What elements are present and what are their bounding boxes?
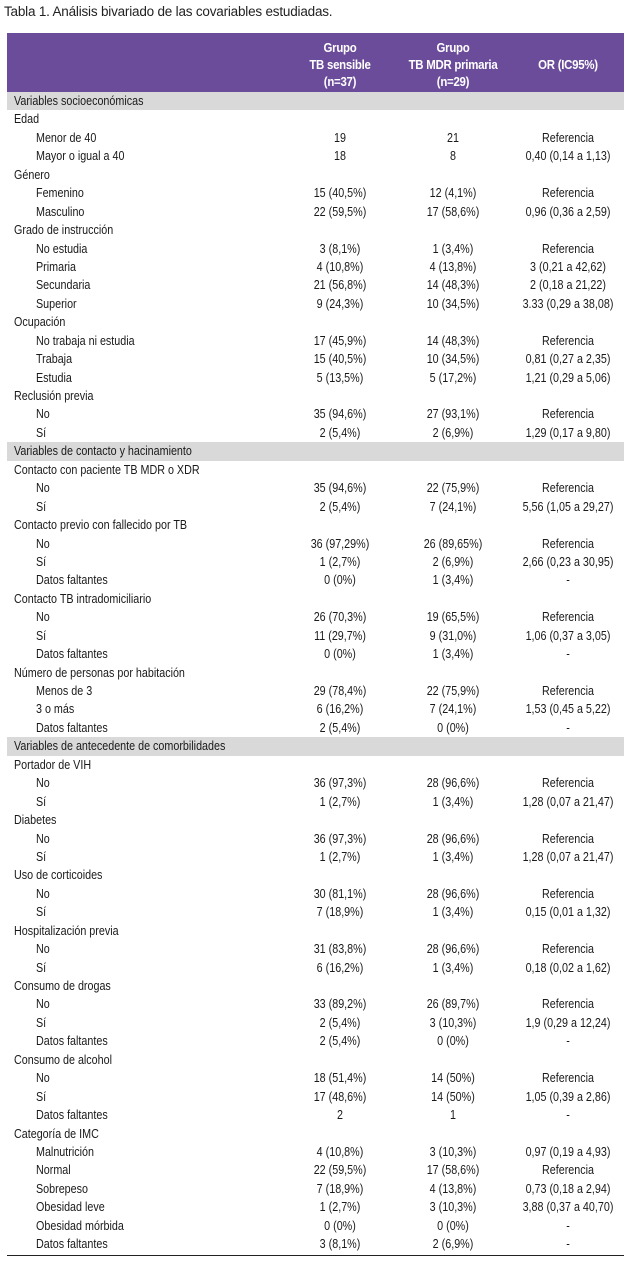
row-label: Uso de corticoides (14, 868, 103, 883)
value-or-ic95: 1,29 (0,17 a 9,80) (525, 425, 611, 440)
value-or-ic95: - (566, 720, 570, 735)
value-tb-mdr: 10 (34,5%) (426, 296, 480, 311)
value-tb-sensible: 2 (5,4%) (319, 720, 361, 735)
value-tb-sensible: 0 (0%) (324, 1218, 356, 1233)
group-row (7, 1051, 624, 1069)
bivariate-table (7, 33, 624, 1256)
value-tb-mdr: 17 (58,6%) (426, 1163, 480, 1178)
value-tb-sensible: 3 (8,1%) (319, 241, 361, 256)
value-tb-mdr: 2 (6,9%) (432, 554, 474, 569)
table-bottom-rule (7, 1255, 624, 1256)
value-or-ic95: 0,40 (0,14 a 1,13) (525, 149, 611, 164)
value-or-ic95: 1,28 (0,07 a 21,47) (522, 794, 614, 809)
row-label: No (36, 536, 50, 551)
value-or-ic95: Referencia (541, 130, 594, 145)
table-row (7, 479, 624, 497)
table-row (7, 240, 624, 258)
row-label: Diabetes (14, 813, 57, 828)
group-row (7, 313, 624, 331)
value-tb-mdr: 22 (75,9%) (426, 481, 480, 496)
group-row (7, 221, 624, 239)
row-label: Sí (36, 1089, 47, 1104)
value-tb-mdr: 1 (3,4%) (432, 573, 474, 588)
group-row (7, 811, 624, 829)
row-label: Menos de 3 (36, 684, 93, 698)
row-label: Consumo de drogas (14, 979, 111, 993)
value-or-ic95: 0,73 (0,18 a 2,94) (525, 1181, 611, 1196)
table-row (7, 903, 624, 921)
row-label: Sí (36, 960, 47, 975)
value-or-ic95: 0,97 (0,19 a 4,93) (525, 1144, 611, 1159)
value-or-ic95: 0,15 (0,01 a 1,32) (525, 905, 611, 920)
section-row (7, 442, 624, 460)
value-tb-sensible: 21 (56,8%) (313, 278, 367, 293)
value-tb-mdr: 14 (48,3%) (426, 278, 480, 293)
value-tb-sensible: 11 (29,7%) (314, 628, 366, 643)
value-or-ic95: - (566, 647, 570, 662)
row-label: Primaria (36, 259, 77, 274)
value-tb-mdr: 1 (3,4%) (432, 794, 474, 809)
row-label: No (36, 1071, 50, 1086)
value-tb-sensible: 4 (10,8%) (316, 1144, 364, 1159)
row-label: Hospitalización previa (14, 923, 119, 938)
row-label: Masculino (36, 204, 85, 219)
group-row (7, 387, 624, 405)
row-label: Mayor o igual a 40 (36, 149, 125, 164)
value-tb-mdr: 0 (0%) (437, 1034, 469, 1049)
group-row (7, 461, 624, 479)
table-row (7, 147, 624, 165)
value-tb-mdr: 2 (6,9%) (432, 425, 474, 440)
table-row (7, 184, 624, 202)
row-label: Femenino (36, 186, 84, 201)
table-header (7, 33, 624, 92)
value-or-ic95: - (566, 1237, 570, 1252)
table-row (7, 1032, 624, 1050)
table-row (7, 424, 624, 442)
value-tb-sensible: 2 (5,4%) (319, 499, 361, 514)
group-row (7, 590, 624, 608)
table-row (7, 1069, 624, 1087)
table-row (7, 627, 624, 645)
row-label: No trabaja ni estudia (36, 333, 135, 348)
value-tb-sensible: 3 (8,1%) (319, 1237, 361, 1252)
value-tb-sensible: 36 (97,3%) (313, 776, 367, 791)
table-row (7, 959, 624, 977)
value-tb-mdr: 17 (58,6%) (426, 204, 480, 219)
value-tb-sensible: 1 (2,7%) (319, 1200, 361, 1215)
group-row (7, 1125, 624, 1143)
value-or-ic95: 1,9 (0,29 a 12,24) (525, 1015, 611, 1030)
row-label: Superior (36, 296, 77, 311)
value-or-ic95: 0,18 (0,02 a 1,62) (525, 960, 611, 975)
row-label: Obesidad mórbida (36, 1218, 124, 1233)
value-tb-sensible: 0 (0%) (324, 647, 356, 662)
row-label: Sobrepeso (36, 1181, 89, 1196)
table-row (7, 369, 624, 387)
value-tb-sensible: 17 (48,6%) (313, 1089, 367, 1104)
value-or-ic95: 5,56 (1,05 a 29,27) (522, 499, 614, 514)
header-line: Grupo (323, 40, 357, 55)
value-tb-mdr: 1 (3,4%) (432, 905, 474, 920)
value-or-ic95: 1,05 (0,39 a 2,86) (525, 1089, 611, 1104)
table-row (7, 1235, 624, 1253)
value-tb-mdr: 1 (3,4%) (432, 241, 474, 256)
table-row (7, 203, 624, 221)
value-or-ic95: 0,81 (0,27 a 2,35) (525, 352, 611, 367)
value-or-ic95: - (566, 1108, 570, 1123)
table-row (7, 885, 624, 903)
value-tb-mdr: 4 (13,8%) (429, 259, 477, 274)
section-row (7, 737, 624, 755)
row-label: No (36, 481, 50, 496)
value-tb-sensible: 15 (40,5%) (313, 352, 367, 367)
value-tb-mdr: 3 (10,3%) (429, 1200, 477, 1215)
value-tb-sensible: 17 (45,9%) (313, 333, 367, 348)
group-row (7, 166, 624, 184)
row-label: No (36, 407, 50, 422)
value-or-ic95: Referencia (541, 886, 594, 901)
row-label: No estudia (36, 241, 88, 256)
header-line: Grupo (436, 40, 470, 55)
row-label: Grado de instrucción (14, 223, 114, 238)
row-label: Sí (36, 425, 47, 440)
value-tb-mdr: 1 (3,4%) (432, 960, 474, 975)
row-label: No (36, 886, 50, 901)
value-tb-sensible: 30 (81,1%) (313, 886, 367, 901)
value-tb-sensible: 1 (2,7%) (319, 849, 361, 864)
group-row (7, 866, 624, 884)
value-tb-sensible: 19 (334, 130, 346, 145)
table-row (7, 258, 624, 276)
value-or-ic95: Referencia (541, 241, 594, 256)
row-label: Sí (36, 554, 47, 569)
value-tb-sensible: 36 (97,29%) (310, 536, 370, 551)
value-tb-mdr: 26 (89,7%) (426, 997, 480, 1012)
row-label: Secundaria (36, 278, 91, 293)
value-tb-mdr: 22 (75,9%) (426, 684, 480, 698)
table-row (7, 1106, 624, 1124)
value-or-ic95: Referencia (541, 1071, 594, 1086)
row-label: Datos faltantes (36, 1034, 108, 1049)
header-group-tb-mdr (400, 39, 506, 90)
value-tb-sensible: 22 (59,5%) (313, 204, 367, 219)
value-tb-mdr: 10 (34,5%) (426, 352, 480, 367)
value-tb-sensible: 36 (97,3%) (313, 831, 367, 846)
row-label: Obesidad leve (36, 1200, 105, 1215)
table-row (7, 1088, 624, 1106)
row-label: Portador de VIH (14, 757, 92, 772)
table-row (7, 1217, 624, 1235)
row-label: Contacto con paciente TB MDR o XDR (14, 462, 200, 477)
value-or-ic95: - (566, 1034, 570, 1049)
table-row (7, 719, 624, 737)
value-tb-mdr: 1 (450, 1108, 456, 1123)
value-or-ic95: Referencia (541, 186, 594, 201)
value-tb-mdr: 2 (6,9%) (432, 1237, 474, 1252)
value-or-ic95: 2,66 (0,23 a 30,95) (522, 554, 614, 569)
row-label: Contacto previo con fallecido por TB (14, 518, 188, 533)
value-tb-sensible: 2 (5,4%) (319, 1015, 361, 1030)
value-tb-sensible: 1 (2,7%) (319, 794, 361, 809)
row-label: Datos faltantes (36, 1237, 108, 1252)
value-or-ic95: - (566, 573, 570, 588)
table-row (7, 830, 624, 848)
value-or-ic95: 3,88 (0,37 a 40,70) (522, 1200, 614, 1215)
row-label: Sí (36, 1015, 47, 1030)
value-tb-mdr: 7 (24,1%) (429, 702, 477, 717)
value-tb-sensible: 18 (334, 149, 346, 164)
header-line: (n=29) (436, 74, 470, 89)
row-label: 3 o más (36, 702, 75, 717)
value-tb-mdr: 26 (89,65%) (423, 536, 483, 551)
value-or-ic95: Referencia (541, 831, 594, 846)
row-label: Datos faltantes (36, 647, 108, 662)
table-row (7, 940, 624, 958)
row-label: Edad (14, 112, 40, 127)
value-tb-sensible: 4 (10,8%) (316, 259, 364, 274)
table-row (7, 571, 624, 589)
table-row (7, 1143, 624, 1161)
table-row (7, 608, 624, 626)
row-label: Variables de contacto y hacinamiento (14, 444, 192, 459)
value-tb-sensible: 33 (89,2%) (313, 997, 367, 1012)
row-label: No (36, 942, 50, 957)
value-or-ic95: 2 (0,18 a 21,22) (530, 278, 606, 293)
table-row (7, 645, 624, 663)
group-row (7, 664, 624, 682)
value-or-ic95: Referencia (541, 481, 594, 496)
value-tb-sensible: 35 (94,6%) (313, 481, 367, 496)
value-tb-mdr: 12 (4,1%) (429, 186, 477, 201)
table-row (7, 498, 624, 516)
row-label: Datos faltantes (36, 720, 108, 735)
row-label: Sí (36, 905, 47, 920)
row-label: Variables de antecedente de comorbilidades (14, 739, 226, 754)
header-line: TB sensible (309, 57, 371, 72)
table-row (7, 793, 624, 811)
value-or-ic95: Referencia (541, 776, 594, 791)
value-tb-mdr: 1 (3,4%) (432, 849, 474, 864)
group-row (7, 516, 624, 534)
header-line: TB MDR primaria (408, 57, 498, 72)
header-line: (n=37) (323, 74, 357, 89)
table-row (7, 276, 624, 294)
value-tb-mdr: 14 (50%) (431, 1071, 475, 1086)
table-body (7, 92, 624, 1254)
table-row (7, 405, 624, 423)
value-tb-mdr: 28 (96,6%) (426, 776, 480, 791)
row-label: Sí (36, 794, 47, 809)
value-or-ic95: Referencia (541, 610, 594, 625)
table-row (7, 350, 624, 368)
table-row (7, 1198, 624, 1216)
group-row (7, 756, 624, 774)
value-tb-mdr: 5 (17,2%) (429, 370, 477, 385)
row-label: Normal (36, 1163, 71, 1178)
value-tb-mdr: 28 (96,6%) (426, 942, 480, 957)
value-or-ic95: 3.33 (0,29 a 38,08) (522, 296, 614, 311)
value-tb-mdr: 1 (3,4%) (432, 647, 474, 662)
value-or-ic95: - (566, 1218, 570, 1233)
row-label: Categoría de IMC (14, 1126, 99, 1141)
table-row (7, 129, 624, 147)
value-tb-mdr: 3 (10,3%) (429, 1144, 477, 1159)
table-row (7, 1180, 624, 1198)
table-row (7, 295, 624, 313)
header-group-tb-sensible (296, 39, 384, 90)
value-or-ic95: Referencia (541, 997, 594, 1012)
row-label: Malnutrición (36, 1144, 94, 1159)
value-tb-sensible: 26 (70,3%) (313, 610, 367, 625)
value-tb-mdr: 4 (13,8%) (429, 1181, 477, 1196)
value-tb-sensible: 22 (59,5%) (313, 1163, 367, 1178)
table-row (7, 995, 624, 1013)
row-label: Género (14, 167, 50, 182)
row-label: Sí (36, 849, 47, 864)
value-tb-mdr: 8 (450, 149, 456, 164)
value-tb-sensible: 0 (0%) (324, 573, 356, 588)
table-row (7, 848, 624, 866)
value-tb-mdr: 14 (48,3%) (426, 333, 480, 348)
group-row (7, 110, 624, 128)
table-row (7, 774, 624, 792)
row-label: Ocupación (14, 315, 66, 330)
value-or-ic95: 1,21 (0,29 a 5,06) (525, 370, 611, 385)
table-row (7, 700, 624, 718)
row-label: Datos faltantes (36, 573, 108, 588)
value-tb-mdr: 0 (0%) (437, 1218, 469, 1233)
table-row (7, 682, 624, 700)
row-label: Variables socioeconómicas (14, 94, 144, 108)
value-tb-sensible: 31 (83,8%) (313, 942, 367, 957)
value-or-ic95: Referencia (541, 942, 594, 957)
table-caption: Tabla 1. Análisis bivariado de las covariables estudiadas. (4, 4, 333, 19)
table-row (7, 1014, 624, 1032)
value-tb-sensible: 5 (13,5%) (316, 370, 364, 385)
row-label: No (36, 776, 50, 791)
value-tb-mdr: 3 (10,3%) (429, 1015, 477, 1030)
row-label: Número de personas por habitación (14, 665, 185, 680)
value-or-ic95: Referencia (541, 684, 594, 698)
value-tb-sensible: 7 (18,9%) (316, 1181, 364, 1196)
row-label: Sí (36, 499, 47, 514)
value-or-ic95: 0,96 (0,36 a 2,59) (525, 204, 611, 219)
value-or-ic95: Referencia (541, 333, 594, 348)
row-label: Consumo de alcohol (14, 1052, 113, 1067)
value-tb-sensible: 2 (5,4%) (319, 425, 361, 440)
value-or-ic95: Referencia (541, 536, 594, 551)
row-label: No (36, 997, 50, 1012)
value-tb-mdr: 9 (31,0%) (429, 628, 477, 643)
value-tb-mdr: 7 (24,1%) (429, 499, 477, 514)
value-tb-sensible: 2 (337, 1108, 343, 1123)
value-tb-mdr: 0 (0%) (437, 720, 469, 735)
value-tb-mdr: 28 (96,6%) (426, 831, 480, 846)
value-or-ic95: Referencia (541, 1163, 594, 1178)
row-label: No (36, 610, 50, 625)
value-tb-sensible: 29 (78,4%) (313, 684, 367, 698)
row-label: Trabaja (36, 352, 73, 367)
row-label: No (36, 831, 50, 846)
value-tb-sensible: 15 (40,5%) (313, 186, 367, 201)
section-row (7, 92, 624, 110)
value-tb-mdr: 21 (447, 130, 459, 145)
value-tb-mdr: 14 (50%) (431, 1089, 475, 1104)
value-or-ic95: 3 (0,21 a 42,62) (530, 259, 606, 274)
header-or-ic95: OR (IC95%) (538, 57, 598, 72)
value-tb-sensible: 2 (5,4%) (319, 1034, 361, 1049)
value-or-ic95: Referencia (541, 407, 594, 422)
value-tb-mdr: 27 (93,1%) (426, 407, 480, 422)
value-tb-sensible: 1 (2,7%) (319, 554, 361, 569)
value-tb-sensible: 9 (24,3%) (316, 296, 364, 311)
table-row (7, 332, 624, 350)
value-tb-mdr: 19 (65,5%) (426, 610, 480, 625)
table-row (7, 1161, 624, 1179)
value-tb-sensible: 6 (16,2%) (316, 960, 364, 975)
value-or-ic95: 1,53 (0,45 a 5,22) (525, 702, 611, 717)
value-or-ic95: 1,28 (0,07 a 21,47) (522, 849, 614, 864)
value-tb-sensible: 35 (94,6%) (313, 407, 367, 422)
group-row (7, 977, 624, 995)
group-row (7, 922, 624, 940)
value-tb-sensible: 6 (16,2%) (316, 702, 364, 717)
table-row (7, 553, 624, 571)
row-label: Reclusión previa (14, 389, 94, 403)
row-label: Estudia (36, 370, 72, 385)
value-tb-sensible: 7 (18,9%) (316, 905, 364, 920)
value-tb-mdr: 28 (96,6%) (426, 886, 480, 901)
table-row (7, 535, 624, 553)
row-label: Menor de 40 (36, 130, 97, 145)
value-tb-sensible: 18 (51,4%) (313, 1071, 367, 1086)
row-label: Contacto TB intradomiciliario (14, 591, 152, 606)
row-label: Sí (36, 628, 47, 643)
row-label: Datos faltantes (36, 1108, 108, 1123)
value-or-ic95: 1,06 (0,37 a 3,05) (525, 628, 611, 643)
